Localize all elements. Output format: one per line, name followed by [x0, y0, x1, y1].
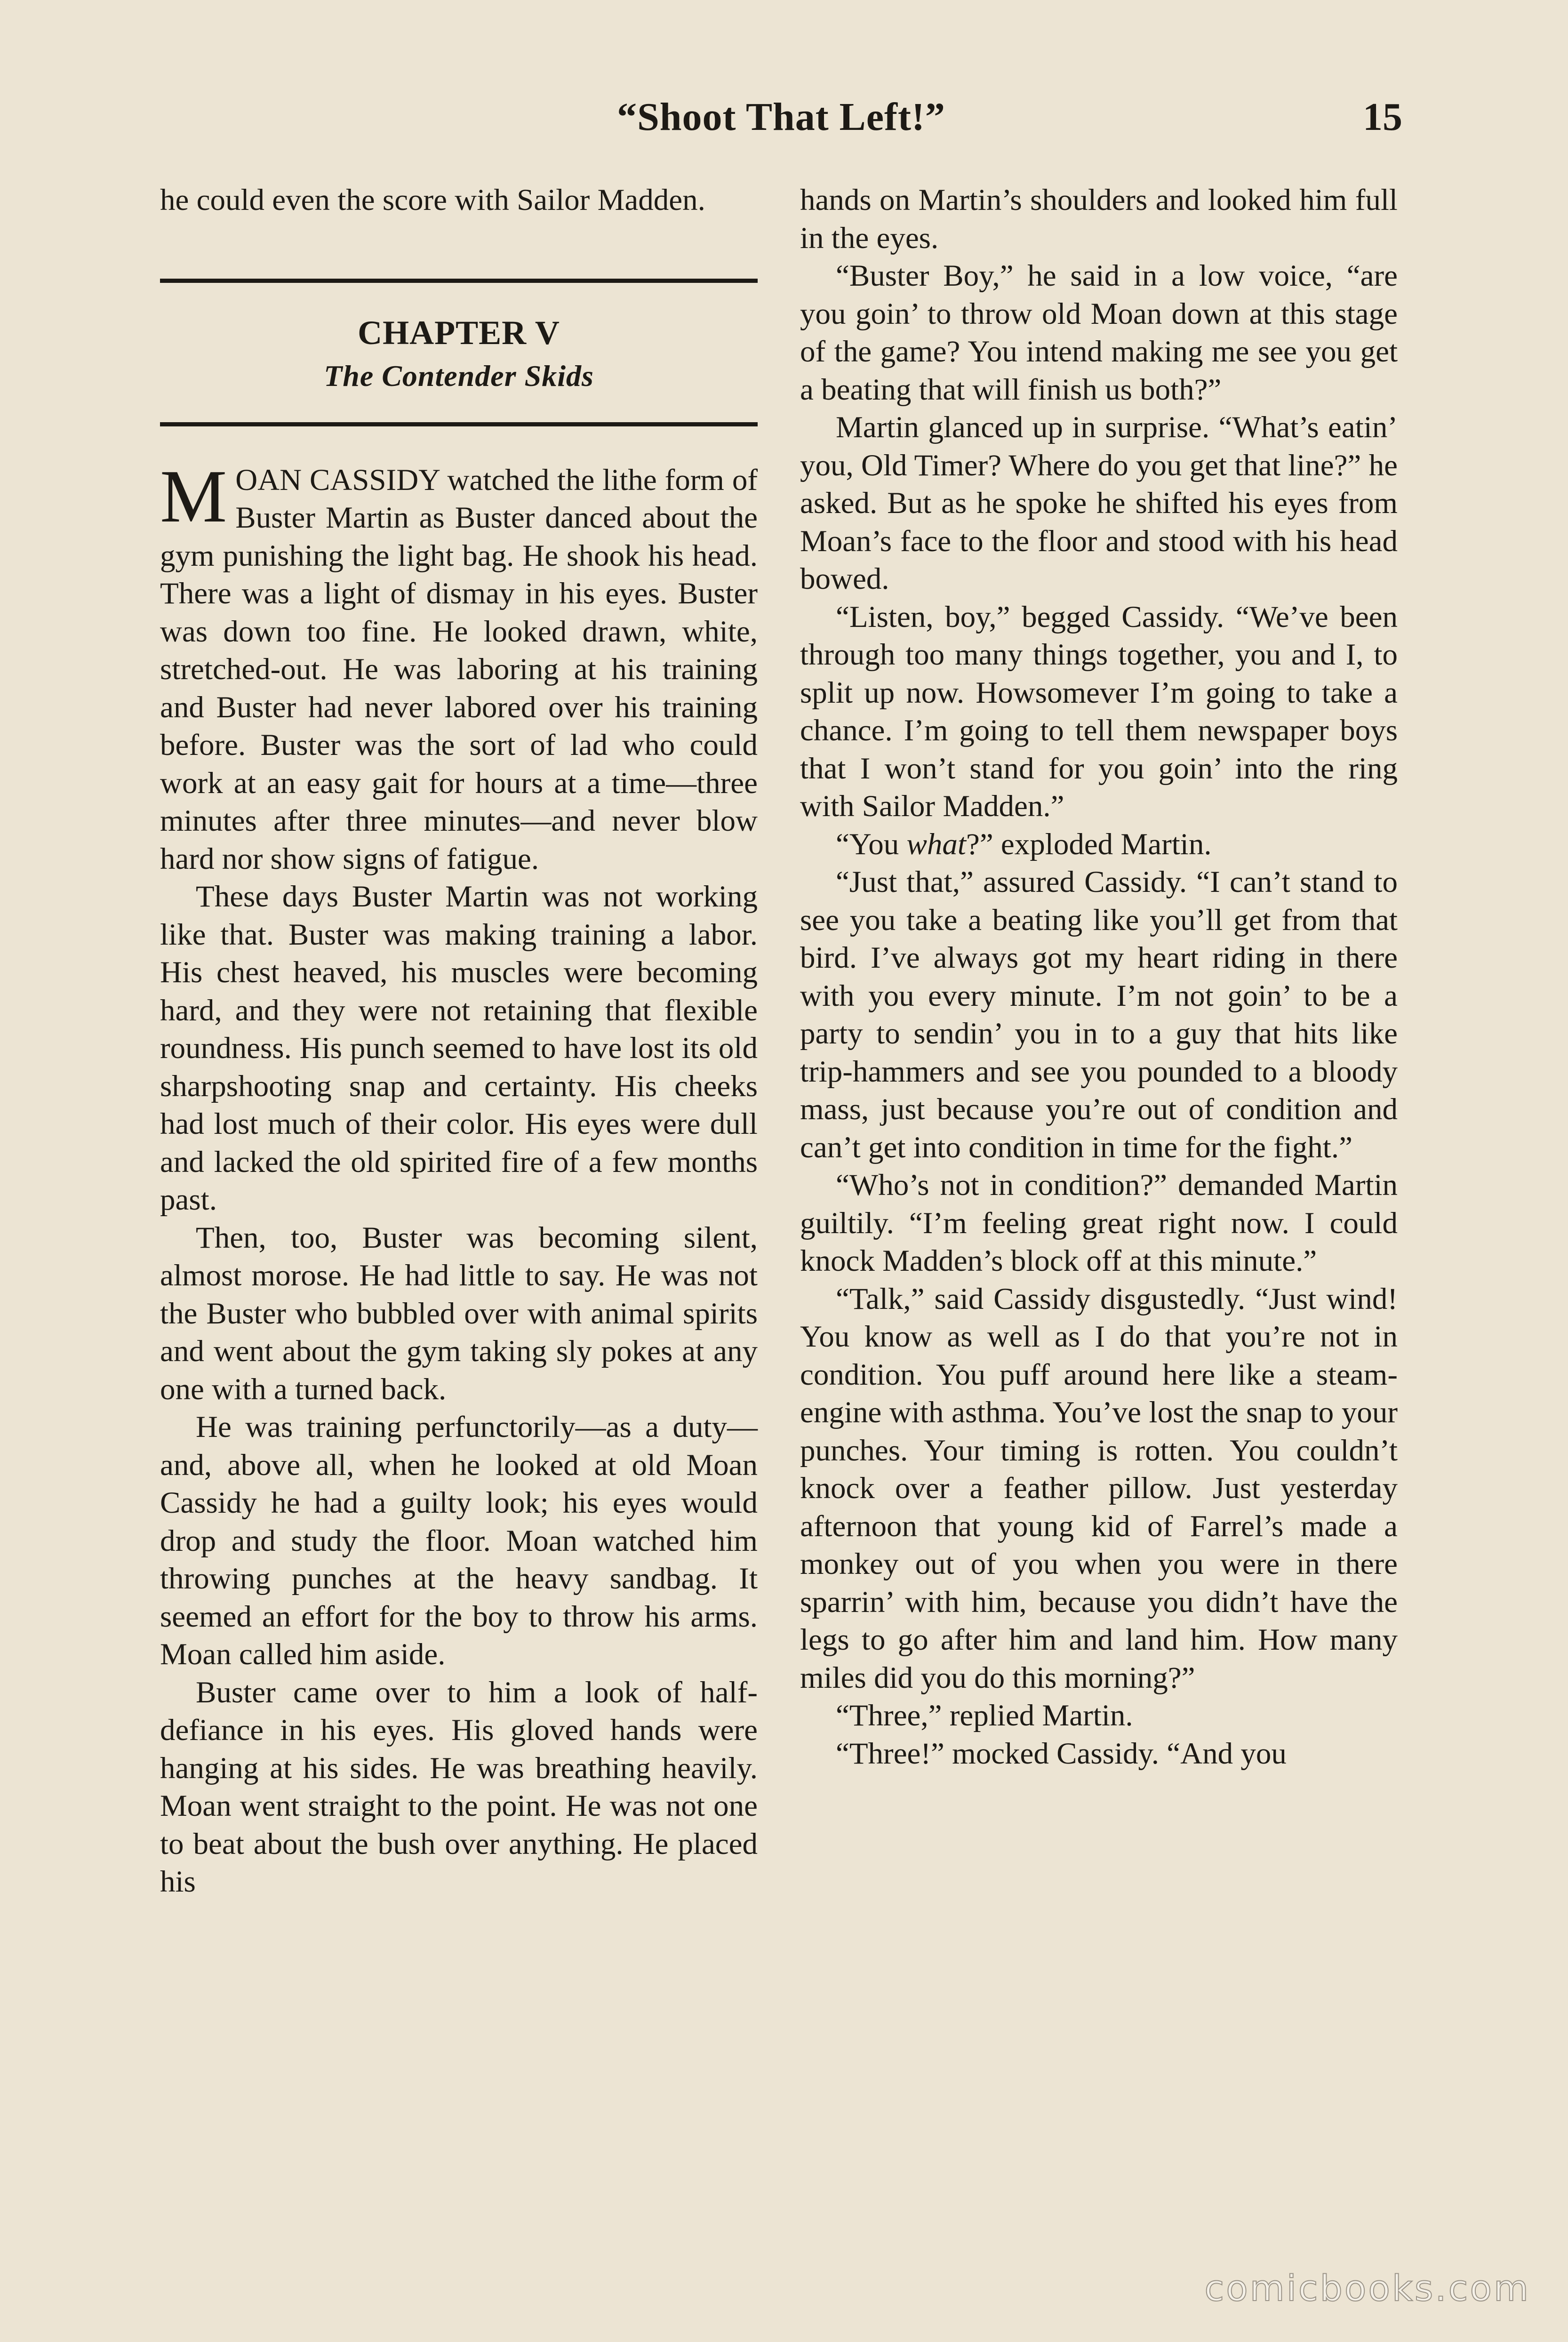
paragraph: “Talk,” said Cassidy disgustedly. “Just wind! You know as well as I do that you’re not in condition. You puff around here like a steam-engine with asthma. You’ve lost the snap to your punches. Your timing is rotten. You couldn’t knock over a feather pillow. Just yesterday afternoon that young kid of Farrel’s made a monkey out of you when you were in there sparrin’ with him, because you didn’t have the legs to go after him and land him. How many miles did you do this morning?”	[800, 1282, 1398, 1695]
paragraph: Buster came over to him a look of half-defiance in his eyes. His gloved hands were hanging at his sides. He was breathing heavily. Moan went straight to the point. He was not one to beat about the bush over anything. He placed his	[160, 1675, 758, 1899]
right-column	[800, 181, 1398, 1773]
chapter-heading	[160, 310, 758, 397]
opening-paragraph	[160, 454, 758, 878]
paragraph: “Buster Boy,” he said in a low voice, “are you goin’ to throw old Moan down at this stage of the game? You intend making me see you get a beating that will finish us both?”	[800, 259, 1398, 407]
paragraph	[800, 826, 1398, 864]
page-number: 15	[1363, 95, 1402, 139]
paragraph: “Who’s not in condition?” demanded Martin guiltily. “I’m feeling great right now. I could knock Madden’s block off at this minute.”	[800, 1168, 1398, 1278]
chapter-title: The Contender Skids	[324, 359, 594, 393]
watermark: comicbooks.com	[1204, 2267, 1530, 2309]
left-column	[160, 181, 758, 1901]
paragraph: He was training perfunctorily—as a duty—and, above all, when he looked at old Moan Cassidy he had a guilty look; his eyes would drop and study the floor. Moan watched him throwing punches at the heavy sandbag. It seemed an effort for the boy to throw his arms. Moan called him aside.	[160, 1410, 758, 1671]
dialogue-text: “You	[836, 827, 907, 861]
chapter-rule-top	[160, 279, 758, 283]
paragraph: “Three,” replied Martin.	[836, 1699, 1133, 1732]
running-title: “Shoot That Left!”	[617, 95, 945, 139]
paragraph: Martin glanced up in surprise. “What’s eatin’ you, Old Timer? Where do you get that line?” he asked. But as he spoke he shifted his eyes from Moan’s face to the floor and stood with his head bowed.	[800, 410, 1398, 596]
page-header	[160, 94, 1402, 146]
dialogue-text: ?” exploded Martin.	[966, 827, 1212, 861]
paragraph: “Listen, boy,” begged Cassidy. “We’ve been through too many things together, you and I, to split up now. Howsomever I’m going to take a chance. I’m going to tell them newspaper boys that I won’t stand for you goin’ into the ring with Sailor Madden.”	[800, 600, 1398, 823]
paragraph: These days Buster Martin was not working like that. Buster was making training a labor. His chest heaved, his muscles were becoming hard, and they were not retaining that flexible roundness. His punch seemed to have lost its old sharpshooting snap and certainty. His cheeks had lost much of their color. His eyes were dull and lacked the old spirited fire of a few months past.	[160, 880, 758, 1217]
chapter-rule-bottom	[160, 422, 758, 426]
chapter-number: CHAPTER V	[358, 313, 560, 352]
paragraph: Then, too, Buster was becoming silent, almost morose. He had little to say. He was not the Buster who bubbled over with animal spirits and went about the gym taking sly pokes at any one with a turned back.	[160, 1220, 758, 1406]
continuation-paragraph: he could even the score with Sailor Madden.	[160, 183, 705, 217]
opening-paragraph-text: OAN CASSIDY watched the lithe form of Buster Martin as Buster danced about the gym punishing the light bag. He shook his head. There was a light of dismay in his eyes. Buster was down too fine. He looked drawn, white, stretched-out. He was laboring at his training and Buster had never labored over his training before. Buster was the sort of lad who could work at an easy gait for hours at a time—three minutes after three minutes—and never blow hard nor show signs of fatigue.	[160, 463, 758, 876]
paragraph: “Three!” mocked Cassidy. “And you	[836, 1736, 1287, 1771]
drop-cap: M	[160, 454, 227, 538]
emphasized-word: what	[906, 827, 966, 861]
paragraph: “Just that,” assured Cassidy. “I can’t stand to see you take a beating like you’ll get from that bird. I’ve always got my heart riding in there with you every minute. I’m not goin’ to be a party to sendin’ you in to a guy that hits like trip-hammers and see you pounded to a bloody mass, just because you’re out of condition and can’t get into condition in time for the fight.”	[800, 865, 1398, 1164]
continuation-paragraph: hands on Martin’s shoulders and looked him full in the eyes.	[800, 183, 1398, 255]
